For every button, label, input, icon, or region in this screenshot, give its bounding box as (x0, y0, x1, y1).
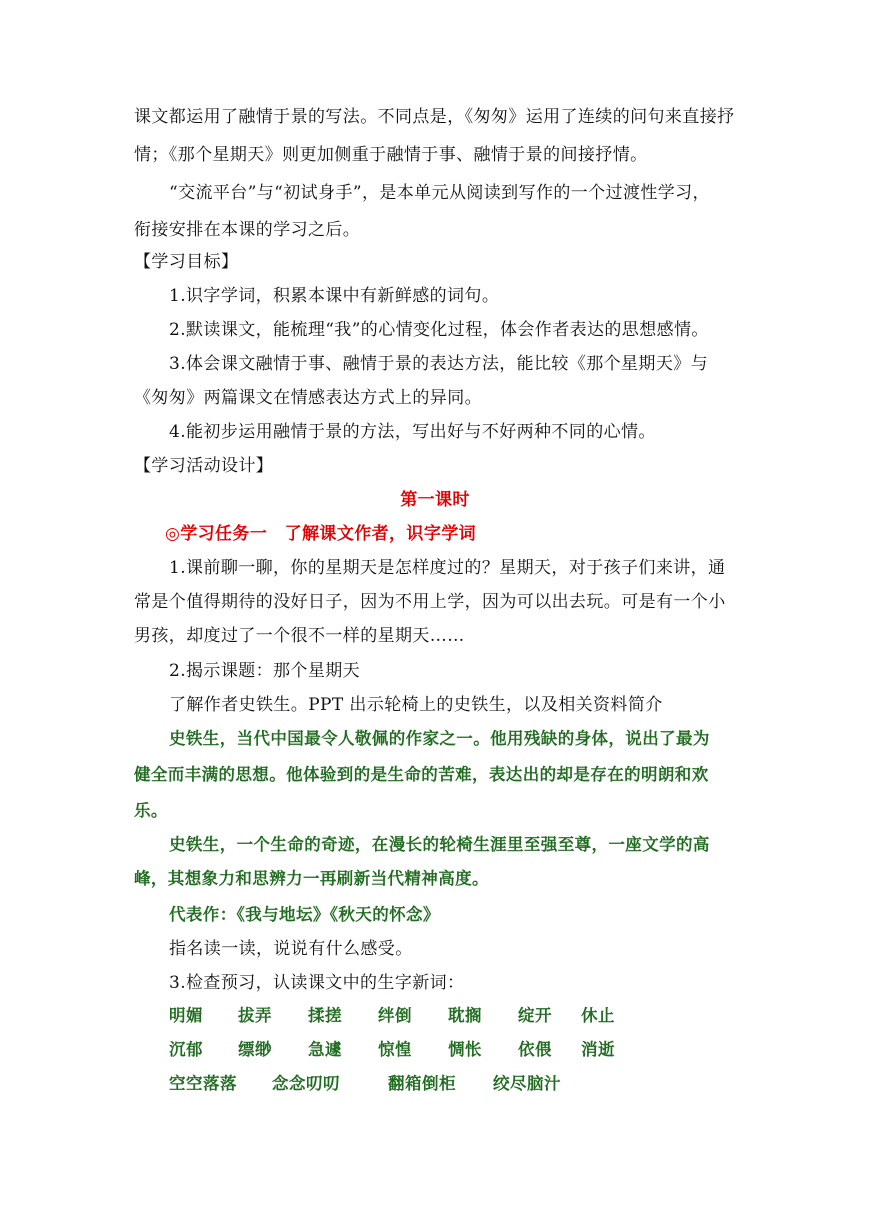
vocab-word: 休止 (581, 1006, 615, 1025)
goal-3b: 《匆匆》两篇课文在情感表达方式上的异同。 (134, 388, 482, 408)
vocab-word: 空空落落 (169, 1074, 237, 1093)
read-prompt: 指名读一读，说说有什么感受。 (169, 939, 413, 959)
intro-line-4: 衔接安排在本课的学习之后。 (134, 220, 361, 240)
step-3: 3.检查预习，认读课文中的生字新词： (169, 973, 465, 993)
step-1c: 男孩，却度过了一个很不一样的星期天…… (134, 626, 465, 646)
vocab-word: 惆怅 (448, 1040, 482, 1059)
goal-1: 1.识字学词，积累本课中有新鲜感的词句。 (169, 286, 500, 306)
vocab-word: 翻箱倒柜 (388, 1074, 456, 1093)
vocab-word: 急遽 (308, 1040, 342, 1059)
vocab-word: 沉郁 (169, 1040, 203, 1059)
step-2b: 了解作者史铁生。PPT 出示轮椅上的史铁生，以及相关资料简介 (169, 695, 663, 715)
quote-1c: 乐。 (134, 801, 168, 820)
quote-1a: 史铁生，当代中国最令人敬佩的作家之一。他用残缺的身体，说出了最为 (169, 729, 710, 748)
goals-heading: 【学习目标】 (134, 252, 239, 272)
quote-1b: 健全而丰满的思想。他体验到的是生命的苦难，表达出的却是存在的明朗和欢 (134, 765, 709, 784)
intro-line-3: “交流平台”与“初试身手”，是本单元从阅读到写作的一个过渡性学习， (169, 183, 710, 203)
activities-heading: 【学习活动设计】 (134, 456, 274, 476)
quote-2b: 峰，其想象力和思辨力一再刷新当代精神高度。 (134, 869, 489, 888)
vocab-word: 绊倒 (378, 1006, 412, 1025)
step-2: 2.揭示课题：那个星期天 (169, 661, 361, 681)
vocab-word: 绞尽脑汁 (493, 1074, 561, 1093)
task-1-heading: ◎学习任务一 了解课文作者，识字学词 (165, 524, 477, 544)
representative-works: 代表作：《我与地坛》《秋天的怀念》 (169, 905, 440, 924)
goal-4: 4.能初步运用融情于景的方法，写出好与不好两种不同的心情。 (169, 422, 656, 442)
intro-line-1: 课文都运用了融情于景的写法。不同点是，《匆匆》运用了连续的问句来直接抒 (134, 107, 735, 127)
vocab-word: 依偎 (518, 1040, 552, 1059)
vocab-word: 耽搁 (448, 1006, 482, 1025)
vocab-word: 惊惶 (378, 1040, 412, 1059)
vocab-word: 揉搓 (308, 1006, 342, 1025)
vocab-word: 缥缈 (238, 1040, 272, 1059)
step-1a: 1.课前聊一聊，你的星期天是怎样度过的？星期天，对于孩子们来讲，通 (169, 558, 726, 578)
step-1b: 常是个值得期待的没好日子，因为不用上学，因为可以出去玩。可是有一个小 (134, 592, 726, 612)
vocab-word: 念念叨叨 (272, 1074, 340, 1093)
quote-2a: 史铁生，一个生命的奇迹，在漫长的轮椅生涯里至强至尊，一座文学的高 (169, 835, 710, 854)
goal-2: 2.默读课文，能梳理“我”的心情变化过程，体会作者表达的思想感情。 (169, 320, 709, 340)
vocab-word: 绽开 (518, 1006, 552, 1025)
vocab-word: 拔弄 (238, 1006, 272, 1025)
lesson-title: 第一课时 (400, 490, 470, 510)
intro-line-2: 情；《那个星期天》则更加侧重于融情于事、融情于景的间接抒情。 (134, 145, 648, 165)
vocab-word: 明媚 (169, 1006, 203, 1025)
vocab-word: 消逝 (581, 1040, 615, 1059)
goal-3a: 3.体会课文融情于事、融情于景的表达方法，能比较《那个星期天》与 (169, 354, 709, 374)
